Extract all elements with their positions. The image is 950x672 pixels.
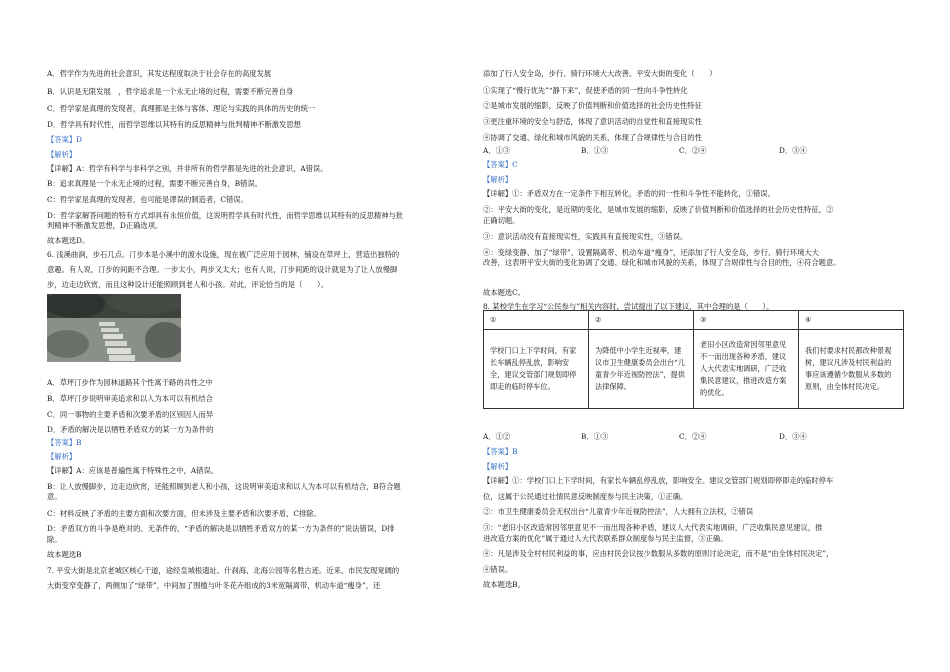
q6-detail-line: C：材料反映了矛盾的主要方面和次要方面，但未涉及主要矛盾和次要矛盾，C排除。 — [47, 509, 321, 518]
q8-detail-line: 位，这属于公民通过社情民意反映制度参与民主决策，①正确。 — [483, 492, 688, 501]
q8-choice-c: C．②④ — [679, 432, 707, 441]
q8-answer: 【答案】B — [483, 447, 518, 456]
q5-detail-line: 【详解】A：哲学有科学与非科学之别，并非所有的哲学都是先进的社会意识，A错误。 — [47, 164, 328, 173]
q7-item: ④协调了交通、绿化和城市风貌的关系，体现了合规律性与合目的性 — [483, 133, 702, 142]
q8-choice-d: D．③④ — [779, 432, 807, 441]
table-header-cell: ③ — [694, 311, 799, 330]
q5-option-c: C．哲学家是真理的发现者，真理都是主体与客体、理论与实践的具体的历史的统一 — [47, 104, 316, 113]
q5-option-a: A．哲学作为先进的社会意识，其发达程度取决于社会存在的高度发展 — [47, 69, 272, 78]
q8-conclusion: 故本题选B。 — [483, 580, 525, 589]
q5-analysis-label: 【解析】 — [47, 150, 77, 159]
q8-stem: 8. 某校学生在学习“公民参与”相关内容时，尝试提出了以下建议，其中合理的是（ ）。 — [483, 302, 774, 311]
q6-conclusion: 故本题选B — [47, 550, 82, 559]
q6-stem-line: 意趣。有人说，汀步的间距不合理。一步太小，两步又太大；也有人说，汀步间距的设计就是为了让人放慢脚 — [47, 265, 398, 274]
q5-option-b: B．认识是无限发展 ，哲学追求是一个永无止境的过程，需要不断完善自身 — [47, 87, 294, 96]
table-cell: 为降低中小学生近视率，建议市卫生健康委员会出台“儿童青少年近视防控法”，提供法律保障。 — [589, 330, 694, 409]
q6-analysis-label: 【解析】 — [47, 452, 77, 461]
q7-detail-line: 正确切题。 — [483, 216, 520, 225]
table-header-cell: ② — [589, 311, 694, 330]
q8-suggestions-table — [483, 310, 904, 409]
q7-detail-line: ④：变绿变静、加了“绿带”、设置隔离带、机动车道“瘦身”，还添加了行人安全岛，步行、骑行环境大大 — [483, 248, 819, 257]
table-cell: 学校门口上下学时间，有家长车辆乱停乱放，影响安全，建议交管部门规划即停即走的临时停车位。 — [484, 330, 589, 409]
q6-answer: 【答案】B — [47, 438, 82, 447]
q7-stem-line: 7. 平安大街是北京老城区核心干道，途经皇城根遗址、什刹海、北海公园等名胜古迹。近来，市民发现宽阔的 — [47, 566, 400, 575]
q6-option-d: D．矛盾的解决是以牺牲矛盾双方的某一方为条件的 — [47, 425, 214, 434]
q5-detail-line: 判精神不断激发思想，D正确选项。 — [47, 221, 163, 230]
q6-detail-line: D：矛盾双方的斗争是绝对的、无条件的，“矛盾的解决是以牺牲矛盾双方的某一方为条件的”说法错误，D排 — [47, 524, 395, 533]
q6-option-b: B．草坪汀步说明审美追求和以人为本可以有机结合 — [47, 394, 213, 403]
q7-analysis-label: 【解析】 — [483, 175, 513, 184]
q5-detail-line: C：哲学家是真理的发现者，也可能是谬误的制造者，C错误。 — [47, 195, 248, 204]
q5-detail-line: B：追求真理是一个永无止境的过程，需要不断完善自身，B错误。 — [47, 179, 263, 188]
q6-detail-line: 除。 — [47, 535, 62, 544]
q7-choice-d: D．③④ — [779, 146, 807, 155]
q7-stem-cont: 添加了行人安全岛，步行、骑行环境大大改善。平安大街的变化（ ） — [483, 69, 717, 78]
q6-detail-line: B：让人放慢脚步，边走边欣赏，还能照顾到老人和小孩，这说明审美追求和以人为本可以有机结合，B符合题 — [47, 482, 401, 491]
q5-answer: 【答案】D — [47, 135, 83, 144]
q7-detail-line: ③：意识活动没有直接现实性，实践具有直接现实性，③错误。 — [483, 232, 688, 241]
q7-choice-a: A．①③ — [483, 146, 511, 155]
table-cell: 老旧小区改造常因邻里意见不一而出现各种矛盾，建议人大代表实地调研，广泛收集民意建议，推进改造方案的优化。 — [694, 330, 799, 409]
q7-item: ③更注重环境的安全与舒适，体现了意识活动的自觉性和直接现实性 — [483, 117, 702, 126]
q7-detail-line: ②：平安大街的变化，是近期的变化，是城市发展的缩影，反映了价值判断和价值选择的社会历史性特征，② — [483, 205, 834, 214]
table-cell: 我们村要求村民都改种景观树，建议凡涉及村民利益的事应该遵循少数服从多数的原则，由全体村民决定。 — [799, 330, 904, 409]
q7-stem-line: 大街变窄变静了，两侧加了“绿带”，中间加了围槛与叶冬花卉组成的3米宽隔离带，机动车道“瘦身”，还 — [47, 581, 381, 590]
q6-stem-line: 6. 浅溪曲涧，步石几点。汀步本是小溪中的渡水设施，现在被广泛应用于园林，铺设在草坪上，营造出独特的 — [47, 250, 400, 259]
q7-conclusion: 故本题选C。 — [483, 288, 526, 297]
q7-answer: 【答案】C — [483, 160, 518, 169]
q8-detail-line: 进改造方案的优化”属于通过人大代表联系群众制度参与民主监督，③正确。 — [483, 534, 728, 543]
q8-detail-line: ③：“老旧小区改造常因邻里意见不一而出现各种矛盾，建议人大代表实地调研，广泛收集民意见建议，推 — [483, 523, 823, 532]
q7-detail-line: 【详解】①：矛盾双方在一定条件下相互转化，矛盾的同一性和斗争性不能转化，①错误。 — [483, 189, 775, 198]
q8-detail-line: ④错误。 — [483, 565, 513, 574]
q6-detail-line: 意。 — [47, 492, 62, 501]
q8-detail-line: ④：凡是涉及全村村民利益的事，应由村民会议按少数服从多数的原则讨论决定，而不是“由全体村民决定”， — [483, 549, 834, 558]
q8-choice-a: A．①② — [483, 432, 511, 441]
stepping-stones-photo — [47, 294, 181, 362]
q6-option-c: C．同一事物的主要矛盾和次要矛盾的区别因人而异 — [47, 410, 214, 419]
q6-detail-line: 【详解】A：应该是普遍性寓于特殊性之中，A错误。 — [47, 466, 219, 475]
q6-stem-line: 步，边走边欣赏，而且这种设计还能照顾到老人和小孩。对此，评论恰当的是（ ）。 — [47, 280, 328, 289]
q8-choice-b: B．①③ — [581, 432, 609, 441]
q5-detail-line: D：哲学家解答问题的特有方式却具有永恒价值，这说明哲学具有时代性，而哲学思维以其特有的反思精神与批 — [47, 211, 404, 220]
q7-item: ①实现了“慢行优先”“静下来”，促使矛盾的同一性向斗争性转化 — [483, 86, 688, 95]
q6-option-a: A．草坪汀步作为园林道路其个性寓于路的共性之中 — [47, 378, 213, 387]
q7-choice-b: B．①③ — [581, 146, 609, 155]
q7-item: ②是城市发展的缩影，反映了价值判断和价值选择的社会历史性特征 — [483, 101, 702, 110]
q8-detail-line: 【详解】①：学校门口上下学时间，有家长车辆乱停乱放，影响安全。建议交管部门规划即停即走的临时停车 — [483, 476, 834, 485]
q7-choice-c: C．②④ — [679, 146, 707, 155]
table-header-cell: ④ — [799, 311, 904, 330]
q7-detail-line: 改善，这表明平安大街的变化协调了交通、绿化和城市风貌的关系，体现了合规律性与合目的性，④符合题意。 — [483, 258, 841, 267]
table-header-cell: ① — [484, 311, 589, 330]
q5-conclusion: 故本题选D。 — [47, 236, 90, 245]
q5-option-d: D．哲学具有时代性，而哲学思维以其特有的反思精神与批判精神不断激发思想 — [47, 120, 301, 129]
q8-detail-line: ②：市卫生健康委员会无权出台“儿童青少年近视防控法”，人大拥有立法权，②错误 — [483, 507, 754, 516]
q8-analysis-label: 【解析】 — [483, 462, 513, 471]
